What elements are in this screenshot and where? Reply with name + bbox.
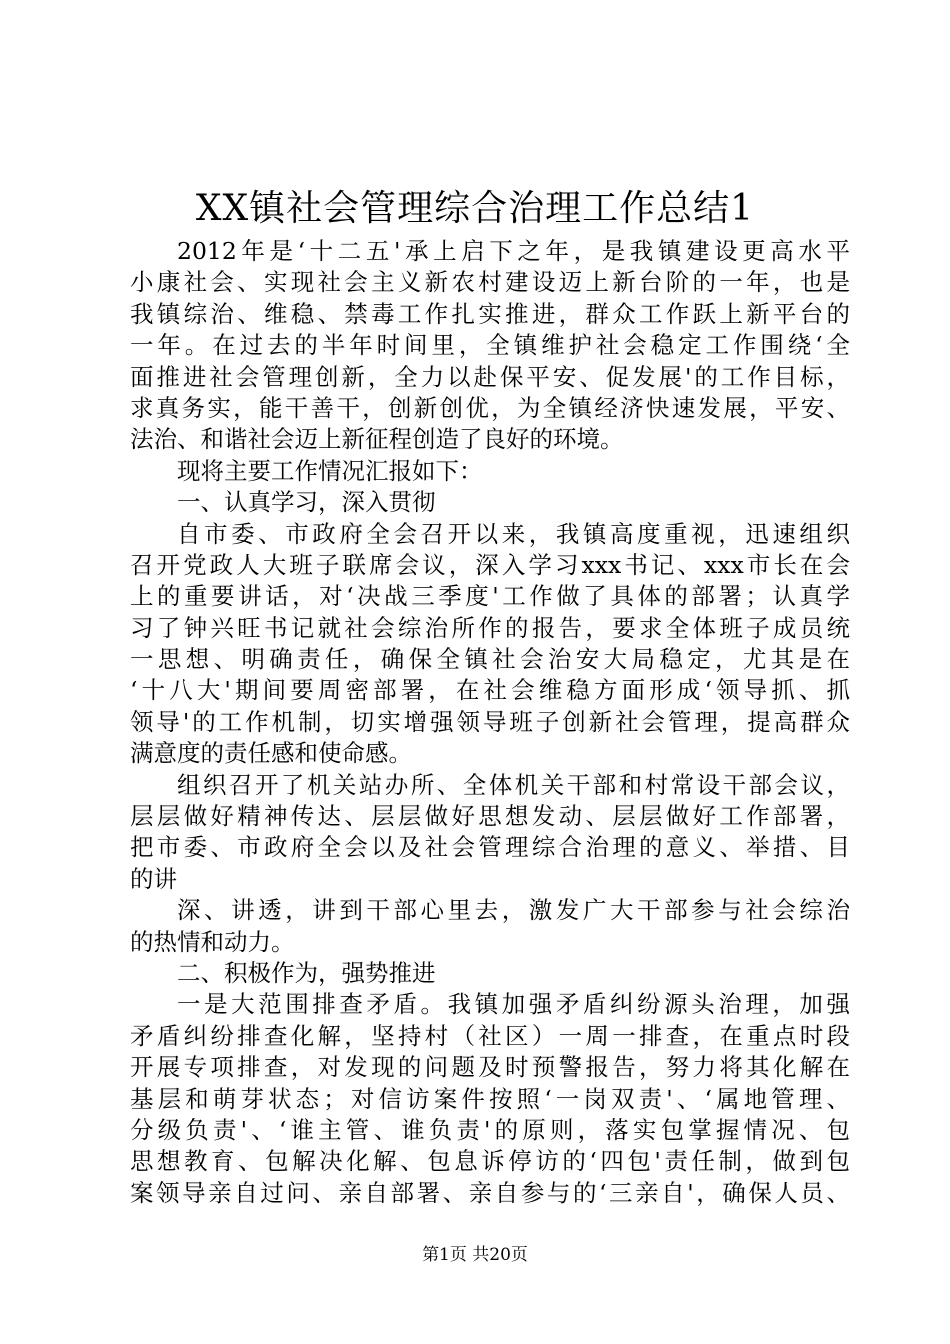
text-line: 法治、和谐社会迈上新征程创造了良好的环境。 [130,425,624,454]
text-line: 上的重要讲话，对‘决战三季度'工作做了具体的部署；认真学 [130,582,850,611]
text-line: 面推进社会管理创新，全力以赴保平安、促发展'的工作目标， [130,362,850,391]
document-body [130,236,850,1209]
text-line: 层层做好精神传达、层层做好思想发动、层层做好工作部署， [130,802,850,831]
text-line: 一是大范围排查矛盾。我镇加强矛盾纠纷源头治理，加强 [177,990,850,1019]
text-line: 求真务实，能干善干，创新创优，为全镇经济快速发展，平安、 [130,393,850,422]
text-line: 组织召开了机关站办所、全体机关干部和村常设干部会议， [177,770,850,799]
text-line: 一、认真学习，深入贯彻 [177,488,436,517]
text-line: 深、讲透，讲到干部心里去，激发广大干部参与社会综治 [177,896,850,925]
text-line: 一思想、明确责任，确保全镇社会治安大局稳定，尤其是在 [130,645,850,674]
text-line: 自市委、市政府全会召开以来，我镇高度重视，迅速组织 [177,519,850,548]
text-line: 现将主要工作情况汇报如下： [177,456,483,485]
text-line: 习了钟兴旺书记就社会综治所作的报告，要求全体班子成员统 [130,613,850,642]
text-line: 一年。在过去的半年时间里，全镇维护社会稳定工作围绕‘全 [130,331,850,360]
text-line: 分级负责'、‘谁主管、谁负责'的原则，落实包掌握情况、包 [130,1115,850,1144]
text-line: ‘十八大'期间要周密部署，在社会维稳方面形成‘领导抓、抓 [130,676,850,705]
text-line: 的讲 [130,864,177,893]
text-line: 二、积极作为，强势推进 [177,958,436,987]
text-line: 我镇综治、维稳、禁毒工作扎实推进，群众工作跃上新平台的 [130,299,850,328]
text-line: 案领导亲自过问、亲自部署、亲自参与的‘三亲自'，确保人员、 [130,1178,850,1207]
text-line: 思想教育、包解决化解、包息诉停访的‘四包'责任制，做到包 [130,1147,850,1176]
document-title: XX镇社会管理综合治理工作总结1 [195,188,755,229]
text-line: 把市委、市政府全会以及社会管理综合治理的意义、举措、目 [130,833,850,862]
text-line: 矛盾纠纷排查化解，坚持村（社区）一周一排查，在重点时段 [130,1021,850,1050]
text-line: 的热情和动力。 [130,927,295,956]
page-footer: 第1页 共20页 [422,1245,528,1265]
text-line: 满意度的责任感和使命感。 [130,739,412,768]
text-line: 基层和萌芽状态；对信访案件按照‘一岗双责'、‘属地管理、 [130,1084,850,1113]
text-line: 小康社会、实现社会主义新农村建设迈上新台阶的一年，也是 [130,268,850,297]
text-line: 召开党政人大班子联席会议，深入学习xxx书记、xxx市长在会 [130,550,850,579]
text-line: 2012年是‘十二五'承上启下之年，是我镇建设更高水平 [177,237,850,265]
text-line: 领导'的工作机制，切实增强领导班子创新社会管理，提高群众 [130,707,850,736]
text-line: 开展专项排查，对发现的问题及时预警报告，努力将其化解在 [130,1053,850,1082]
